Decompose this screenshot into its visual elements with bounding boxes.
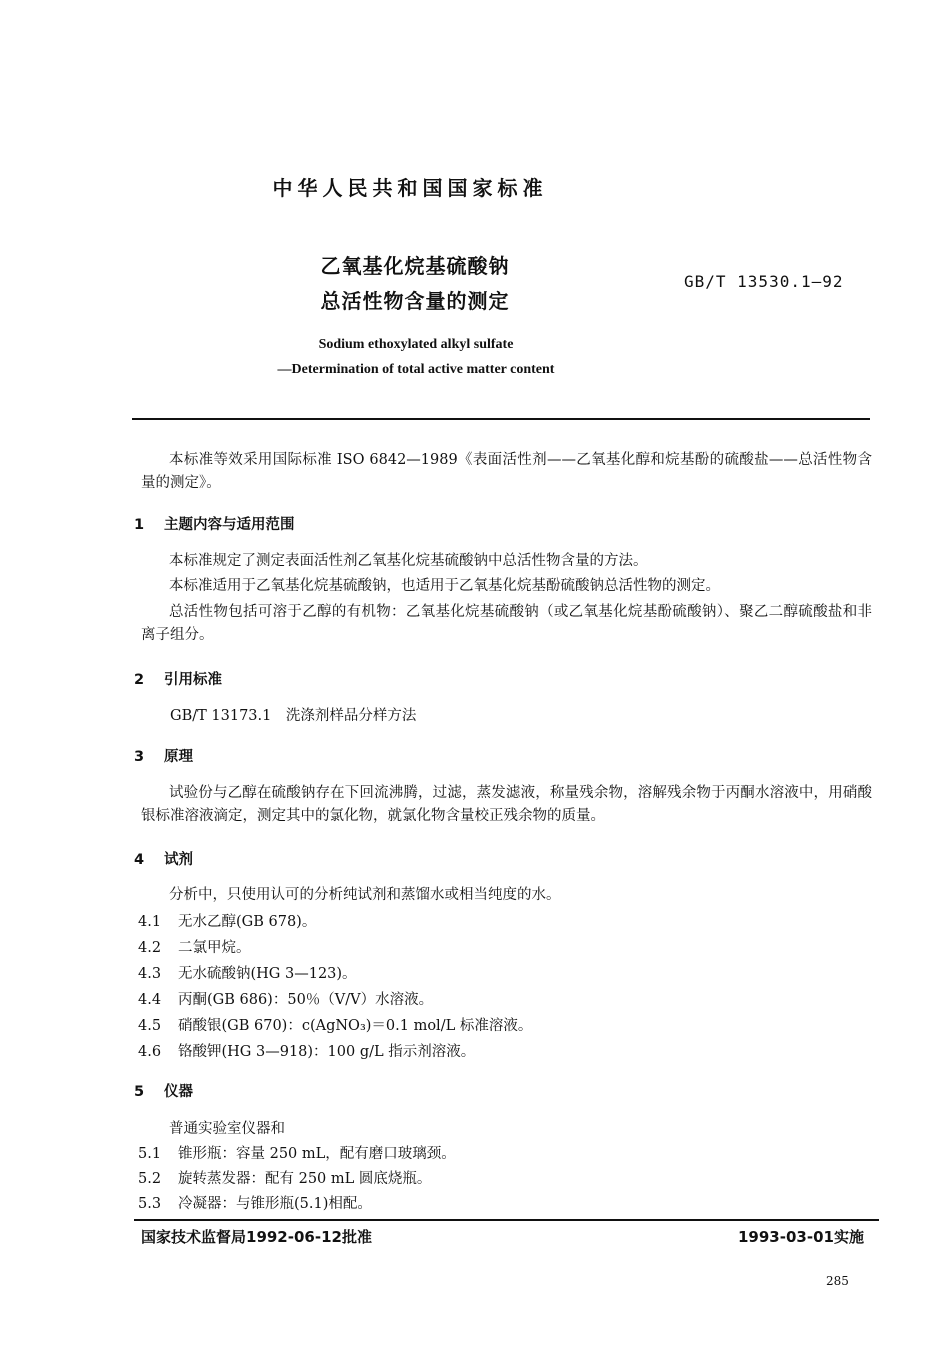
reagent-item (138, 1041, 475, 1064)
reagent-item (138, 911, 316, 934)
title-en-line-1: Sodium ethoxylated alkyl sulfate (318, 337, 514, 352)
apparatus-item (138, 1193, 372, 1216)
masthead: 中华人民共和国国家标准 (272, 176, 548, 200)
apparatus-item-number: 5.3 (138, 1196, 162, 1212)
title-zh-line-2: 总活性物含量的测定 (320, 289, 510, 313)
preface: 本标准等效采用国际标准 ISO 6842—1989《表面活性剂——乙氧基化醇和烷基酚的硫酸盐——总活性物含量的测定》。 (141, 452, 872, 491)
reagent-item-number: 4.5 (138, 1018, 162, 1034)
section-3-number: 3 (134, 749, 145, 765)
section-4-number: 4 (134, 852, 145, 868)
section-4-heading (134, 849, 193, 872)
section-1-para-1: 本标准规定了测定表面活性剂乙氧基化烷基硫酸钠中总活性物含量的方法。 (169, 553, 648, 569)
apparatus-item (138, 1143, 456, 1166)
section-2-reference: GB/T 13173.1 洗涤剂样品分样方法 (170, 708, 417, 724)
reagent-item (138, 1015, 532, 1038)
apparatus-item-text: 冷凝器：与锥形瓶(5.1)相配。 (178, 1196, 372, 1212)
reagent-item-text: 无水乙醇(GB 678)。 (178, 914, 317, 930)
section-1-heading (134, 514, 295, 537)
reagent-item-number: 4.6 (138, 1044, 162, 1060)
reagent-item-number: 4.3 (138, 966, 162, 982)
section-5-heading (134, 1081, 193, 1104)
reagent-item (138, 937, 251, 960)
section-2-heading (134, 669, 222, 692)
reagent-item-text: 铬酸钾(HG 3—918)：100 g/L 指示剂溶液。 (178, 1044, 476, 1060)
section-1-number: 1 (134, 517, 145, 533)
header-rule (132, 418, 870, 420)
apparatus-item-number: 5.1 (138, 1146, 162, 1162)
section-3-para-1: 试验份与乙醇在硫酸钠存在下回流沸腾，过滤，蒸发滤液，称量残余物，溶解残余物于丙酮水溶液中，用硝酸银标准溶液滴定，测定其中的氯化物，就氯化物含量校正残余物的质量。 (141, 785, 872, 824)
apparatus-item-text: 旋转蒸发器：配有 250 mL 圆底烧瓶。 (178, 1171, 432, 1187)
reagent-item-text: 无水硫酸钠(HG 3—123)。 (178, 966, 357, 982)
section-3-title: 原理 (164, 749, 193, 765)
section-4-title: 试剂 (164, 852, 193, 868)
title-en-line-2: —Determination of total active matter content (277, 362, 555, 377)
section-1-para-2: 本标准适用于乙氧基化烷基硫酸钠，也适用于乙氧基化烷基酚硫酸钠总活性物的测定。 (169, 578, 720, 594)
page-number: 285 (826, 1274, 849, 1288)
title-zh-line-1: 乙氧基化烷基硫酸钠 (320, 254, 510, 278)
section-1-para-3: 总活性物包括可溶于乙醇的有机物：乙氧基化烷基硫酸钠（或乙氧基化烷基酚硫酸钠）、聚乙二醇硫酸盐和非离子组分。 (141, 604, 872, 643)
reagent-item (138, 963, 357, 986)
reagent-item-text: 丙酮(GB 686)：50％（V/V）水溶液。 (178, 992, 434, 1008)
effective-date: 1993-03-01实施 (738, 1228, 864, 1246)
standard-number: GB/T 13530.1—92 (684, 272, 844, 291)
section-2-number: 2 (134, 672, 145, 688)
apparatus-item-text: 锥形瓶：容量 250 mL，配有磨口玻璃颈。 (178, 1146, 456, 1162)
apparatus-item (138, 1168, 431, 1191)
reagent-item-text: 硝酸银(GB 670)：c(AgNO₃)＝0.1 mol/L 标准溶液。 (178, 1018, 533, 1034)
apparatus-item-number: 5.2 (138, 1171, 162, 1187)
section-2-title: 引用标准 (164, 672, 222, 688)
reagent-item (138, 989, 433, 1012)
reagent-item-number: 4.2 (138, 940, 162, 956)
section-5-intro: 普通实验室仪器和 (169, 1121, 285, 1137)
section-5-title: 仪器 (164, 1084, 193, 1100)
reagent-item-number: 4.4 (138, 992, 162, 1008)
section-3-heading (134, 746, 193, 769)
section-5-number: 5 (134, 1084, 145, 1100)
reagent-item-text: 二氯甲烷。 (178, 940, 251, 956)
approval-date: 国家技术监督局1992-06-12批准 (141, 1228, 372, 1246)
reagent-item-number: 4.1 (138, 914, 162, 930)
section-1-title: 主题内容与适用范围 (164, 517, 295, 533)
section-4-intro: 分析中，只使用认可的分析纯试剂和蒸馏水或相当纯度的水。 (169, 887, 561, 903)
footer-rule (134, 1219, 879, 1221)
